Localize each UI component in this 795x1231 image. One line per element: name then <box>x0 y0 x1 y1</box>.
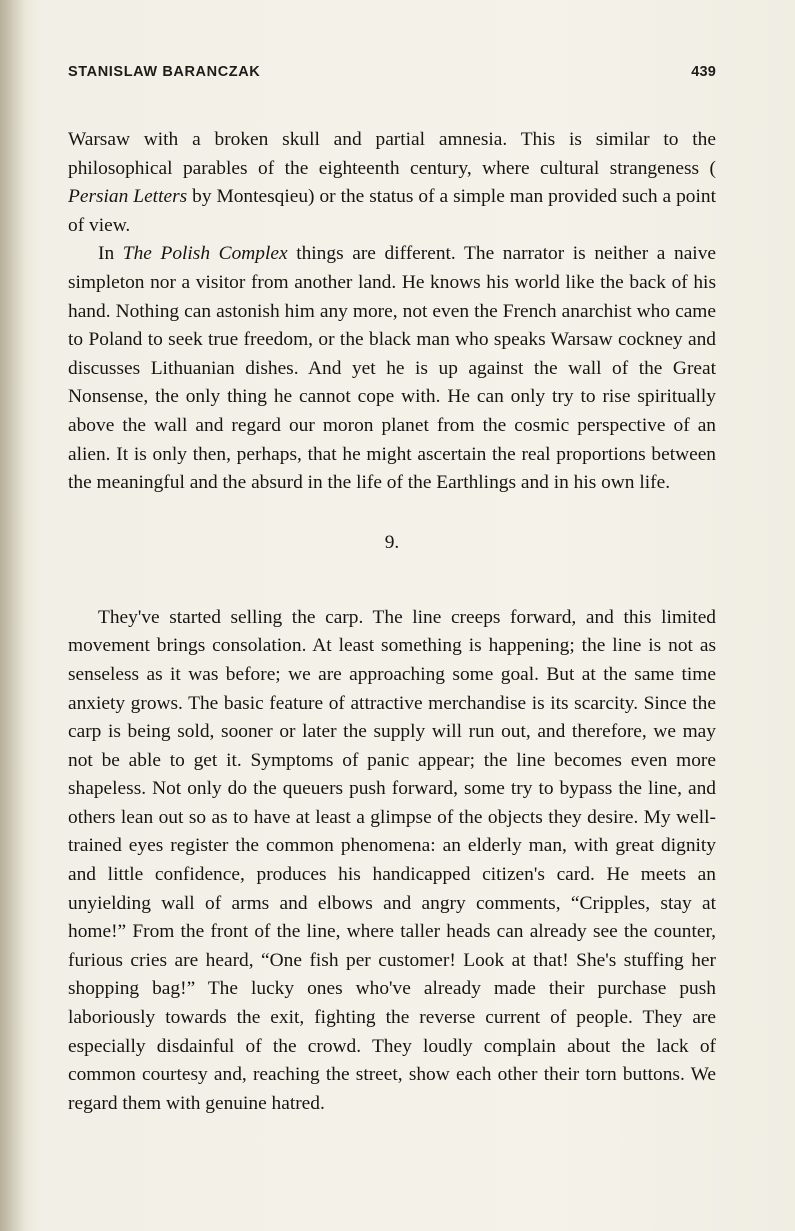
work-title: Persian Letters <box>68 186 188 208</box>
paragraph-1: Warsaw with a broken skull and partial amnesia. This is similar to the philosophical parables of the eighteenth century, where cultural strangeness ( Persian Letters by Montesqieu) or the status of a simple man provided such a point of view. <box>68 129 716 236</box>
section-spacer <box>68 594 716 604</box>
page-content <box>68 64 716 1118</box>
section-number: 9. <box>384 531 400 553</box>
body-text <box>68 126 716 498</box>
paragraph-3: They've started selling the carp. The line creeps forward, and this limited movement brings consolation. At least something is happening; the line is not as senseless as it was before; we are approaching some goal. But at the same time anxiety grows. The basic feature of attractive merchandise is its scarcity. Since the carp is being sold, sooner or later the supply will run out, and therefore, we may not be able to get it. Symptoms of panic appear; the line becomes even more shapeless. Not only do the queuers push forward, some try to bypass the line, and others lean out so as to have at least a glimpse of the objects they desire. My well-trained eyes register the common phenomena: an elderly man, with great dignity and little confidence, produces his handicapped citizen's card. He meets an unyielding wall of arms and elbows and angry comments, “Cripples, stay at home!” From the front of the line, where taller heads can already see the counter, furious cries are heard, “One fish per customer! Look at that! She's stuffing her shopping bag!” The lucky ones who've already made their purchase push laboriously towards the exit, fighting the reverse current of people. They are especially disdainful of the crowd. They loudly complain about the lack of common courtesy and, reaching the street, show each other their torn buttons. We regard them with genuine hatred. <box>68 606 716 1114</box>
page-number: 439 <box>691 64 716 80</box>
paragraph-2: In The Polish Complex things are different. The narrator is neither a naive simpleton nor a visitor from another land. He knows his world like the back of his hand. Nothing can astonish him any more, not even the French anarchist who came to Poland to seek true freedom, or the black man who speaks Warsaw cockney and discusses Lithuanian dishes. And yet he is up against the wall of the Great Nonsense, the only thing he cannot cope with. He can only try to rise spiritually above the wall and regard our moron planet from the cosmic perspective of an alien. It is only then, perhaps, that he might ascertain the real proportions between the meaningful and the absurd in the life of the Earthlings and in his own life. <box>68 243 716 494</box>
work-title: The Polish Complex <box>122 243 288 265</box>
body-text-continued <box>68 604 716 1119</box>
running-head-author: STANISLAW BARANCZAK <box>68 64 261 80</box>
running-head <box>68 64 716 80</box>
